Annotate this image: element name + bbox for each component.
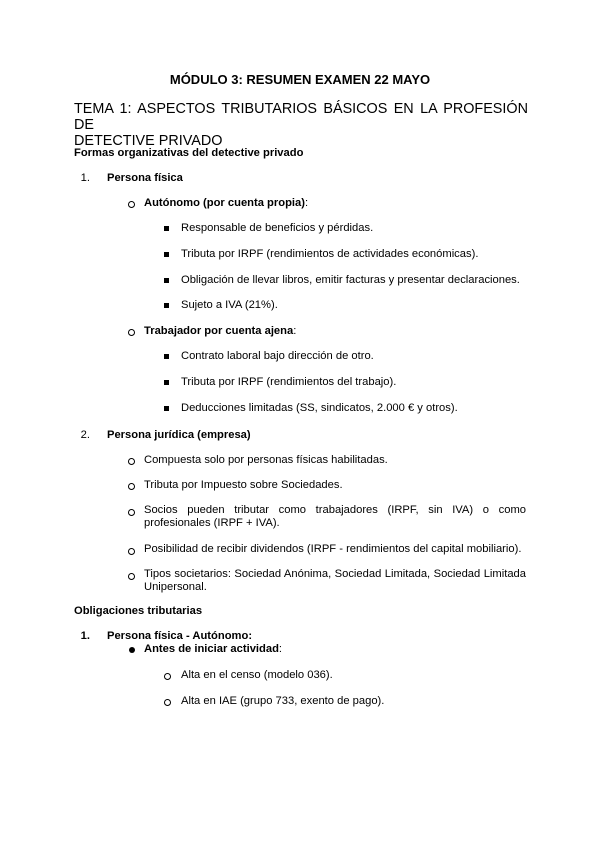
list-item-persona-juridica: Persona jurídica (empresa) [107, 429, 251, 441]
square-bullet-icon [164, 303, 169, 308]
circle-bullet-icon [164, 673, 171, 680]
section-title-obligaciones: Obligaciones tributarias [74, 605, 203, 617]
circle-bullet-icon [128, 573, 135, 580]
ajena-suffix: : [293, 325, 297, 337]
antes-iniciar-label: Antes de iniciar actividad [144, 643, 279, 655]
list-item: Alta en el censo (modelo 036). [181, 669, 333, 681]
circle-bullet-icon [128, 329, 135, 336]
list-item: Deducciones limitadas (SS, sindicatos, 2.000 € y otros). [181, 402, 458, 414]
list-number: 1. [80, 630, 90, 642]
list-item: Compuesta solo por personas físicas habilitadas. [144, 454, 388, 466]
list-item: Socios pueden tributar como trabajadores (IRPF, sin IVA) o como profesionales (IRPF + IVA). [144, 504, 526, 530]
square-bullet-icon [164, 380, 169, 385]
list-item: Posibilidad de recibir dividendos (IRPF - rendimientos del capital mobiliario). [144, 543, 522, 555]
list-item: Tributa por IRPF (rendimientos de actividades económicas). [181, 248, 479, 260]
list-item: Tipos societarios: Sociedad Anónima, Sociedad Limitada, Sociedad Limitada Unipersonal. [144, 568, 526, 594]
list-item-cuenta-ajena [144, 325, 296, 338]
autonomo-label: Autónomo (por cuenta propia) [144, 197, 305, 209]
square-bullet-icon [164, 354, 169, 359]
circle-bullet-icon [128, 458, 135, 465]
square-bullet-icon [164, 278, 169, 283]
list-item-autonomo-obligaciones: Persona física - Autónomo: [107, 630, 253, 642]
circle-bullet-icon [128, 509, 135, 516]
circle-bullet-icon [164, 699, 171, 706]
list-item: Sujeto a IVA (21%). [181, 299, 278, 311]
dot-bullet-icon [129, 647, 135, 653]
document-title: MÓDULO 3: RESUMEN EXAMEN 22 MAYO [169, 72, 431, 87]
topic-heading-line2: DETECTIVE PRIVADO [74, 133, 223, 149]
square-bullet-icon [164, 406, 169, 411]
antes-iniciar-suffix: : [278, 643, 283, 655]
topic-heading-line1: TEMA 1: ASPECTOS TRIBUTARIOS BÁSICOS EN LA PROFESIÓN DE [74, 101, 528, 133]
circle-bullet-icon [128, 548, 135, 555]
ajena-label: Trabajador por cuenta ajena [144, 325, 294, 337]
topic-heading [74, 101, 528, 149]
list-item-antes-iniciar [144, 643, 282, 656]
list-item: Contrato laboral bajo dirección de otro. [181, 350, 374, 362]
autonomo-suffix: : [304, 197, 309, 209]
list-item: Obligación de llevar libros, emitir facturas y presentar declaraciones. [181, 274, 520, 286]
list-item-autonomo [144, 197, 308, 210]
list-item: Alta en IAE (grupo 733, exento de pago). [181, 695, 385, 707]
section-title-formas: Formas organizativas del detective privado [74, 147, 304, 159]
circle-bullet-icon [128, 201, 135, 208]
circle-bullet-icon [128, 483, 135, 490]
list-item-persona-fisica: Persona física [107, 172, 183, 184]
square-bullet-icon [164, 252, 169, 257]
list-item: Tributa por Impuesto sobre Sociedades. [144, 479, 343, 491]
square-bullet-icon [164, 226, 169, 231]
list-number: 2. [80, 429, 90, 441]
list-item: Responsable de beneficios y pérdidas. [181, 222, 374, 234]
list-number: 1. [80, 172, 90, 184]
list-item: Tributa por IRPF (rendimientos del trabajo). [181, 376, 397, 388]
